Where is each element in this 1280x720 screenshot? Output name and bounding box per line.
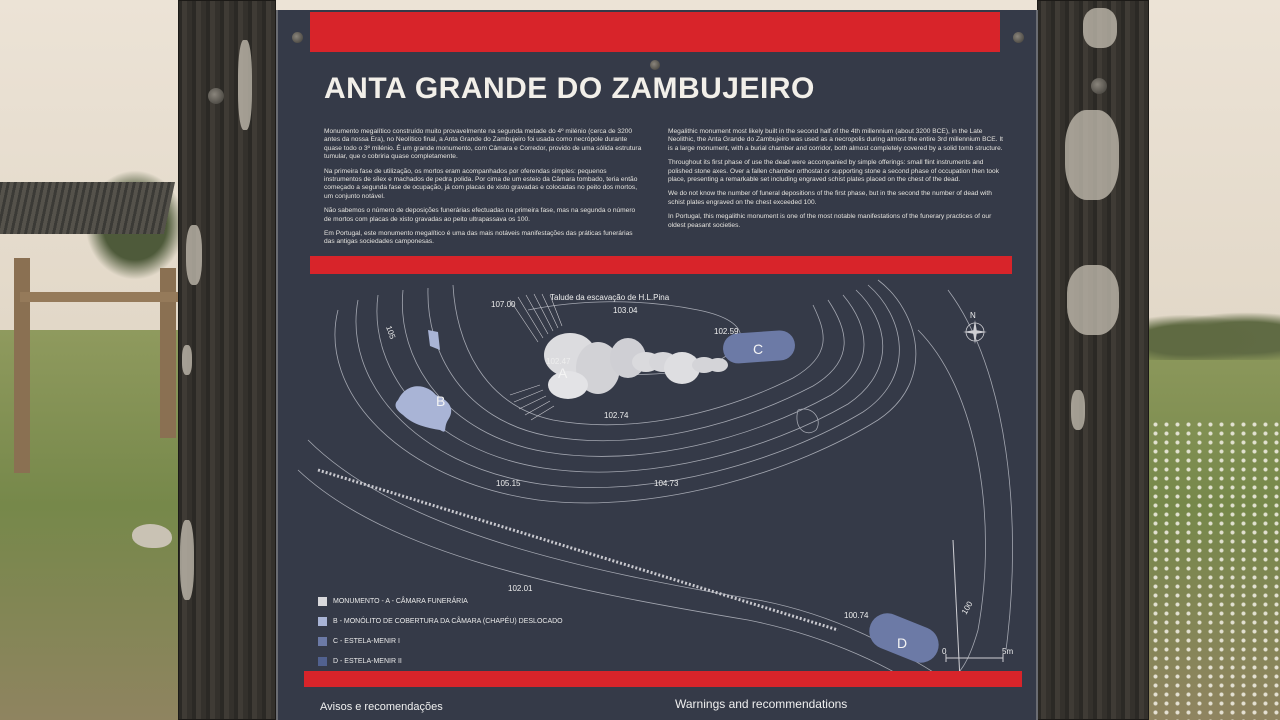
right-wooden-post	[1037, 0, 1149, 720]
legend-item	[318, 593, 563, 609]
elevation-label: 105.15	[496, 479, 521, 488]
legend-swatch	[318, 597, 327, 606]
legend-item	[318, 633, 563, 649]
english-text	[668, 128, 1003, 236]
screw	[650, 60, 660, 70]
legend-item	[318, 653, 563, 669]
wildflowers	[1150, 420, 1280, 720]
portuguese-text	[324, 128, 642, 253]
paragraph-pt: Na primeira fase de utilização, os mortos eram acompanhados por oferendas simples: pequenos instrumentos de sílex e machados de pedra polida. Por cima de um esteio da Câmara tombado, teria então começado a segunda fase de ocupação, já com placas de xisto gravadas e colocadas no peito dos mortos, um conjunto notável.	[324, 167, 638, 200]
scale-start: 0	[942, 647, 947, 656]
elevation-label: 107.00	[491, 300, 516, 309]
legend-label: D - ESTELA-MENIR II	[333, 657, 402, 665]
legend-label: B - MONÓLITO DE COBERTURA DA CÂMARA (CHAPÉU) DESLOCADO	[333, 617, 563, 625]
marker-b: B	[436, 393, 446, 409]
warnings-heading-en: Warnings and recommendations	[675, 697, 848, 711]
distant-trees	[1145, 310, 1280, 360]
paragraph-en: In Portugal, this megalithic monument is one of the most notable manifestations of the funerary practices of our oldest peasant societies.	[668, 213, 992, 229]
elevation-label: 102.01	[508, 584, 533, 593]
chamber-a	[544, 333, 728, 399]
paragraph-pt: Monumento megalítico construído muito provavelmente na segunda metade do 4º milénio (cerca de 3200 antes da nossa Era), no Neolítico final, a Anta Grande do Zambujeiro foi usada como necrópole durante quase todo o 3º milénio. É um grande monumento, com Câmara e Corredor, provido de uma sólida estrutura tumular, que o cobriria quase completamente.	[324, 128, 642, 161]
elevation-label: 102.47	[546, 357, 571, 366]
scale-bar	[942, 647, 1013, 662]
compass-rose-icon	[963, 311, 987, 344]
legend-swatch	[318, 617, 327, 626]
top-red-band	[310, 12, 1000, 52]
elevation-label: 105	[384, 324, 398, 341]
bottom-red-band	[304, 671, 1022, 687]
left-wooden-post	[178, 0, 276, 720]
paragraph-pt: Em Portugal, este monumento megalítico é uma das mais notáveis manifestações das práticas funerárias das antigas sociedades camponesas.	[324, 230, 633, 246]
marker-c: C	[753, 341, 764, 357]
screw	[1013, 32, 1024, 43]
map-legend	[318, 593, 563, 673]
compass-north: N	[970, 311, 976, 320]
legend-label: C - ESTELA-MENIR I	[333, 637, 400, 645]
monolith-b	[396, 330, 452, 432]
elevation-label: 102.59	[714, 327, 739, 336]
marker-d: D	[897, 635, 908, 651]
legend-swatch	[318, 657, 327, 666]
legend-label: MONUMENTO - A - CÂMARA FUNERÁRIA	[333, 597, 468, 605]
rock	[132, 524, 172, 548]
fence-post	[14, 258, 30, 473]
information-sign	[276, 10, 1038, 720]
shelter-roof	[0, 182, 175, 234]
paragraph-en: Megalithic monument most likely built in the second half of the 4th millennium (about 3200 BCE), in the Late Neolithic, the Anta Grande do Zambujeiro was used as a necropolis during almost the entire 3rd millennium BCE. It is a large monument, with a burial chamber and corridor, both almost completely covered by a solid tomb structure.	[668, 128, 1003, 152]
excavation-label: Talude da escavação de H.L.Pina	[550, 293, 670, 302]
elevation-label: 100.74	[844, 611, 869, 620]
paragraph-pt: Não sabemos o número de deposições funerárias efectuadas na primeira fase, mas na segunda o número de mortos com placas de xisto gravadas ao peito ultrapassava os 100.	[324, 207, 636, 223]
marker-a: A	[558, 365, 568, 381]
elevation-label: 104.73	[654, 479, 679, 488]
legend-swatch	[318, 637, 327, 646]
elevation-label: 100	[959, 599, 975, 616]
elevation-label: 102.74	[604, 411, 629, 420]
elevation-label: 103.04	[613, 306, 638, 315]
fence-rail	[20, 292, 180, 302]
paragraph-en: Throughout its first phase of use the dead were accompanied by simple offerings: small flint instruments and polished stone axes. Over a fallen chamber orthostat or supporting stone a second phase of occupation then took place, presenting a remarkable set including engraved schist plates placed on the chest of the dead.	[668, 159, 999, 184]
paragraph-en: We do not know the number of funeral depositions of the first phase, but in the second the number of dead with schist plates engraved on the chest exceeded 100.	[668, 190, 992, 206]
sign-title: ANTA GRANDE DO ZAMBUJEIRO	[324, 72, 815, 105]
warnings-heading-pt: Avisos e recomendações	[320, 701, 443, 713]
scale-end: 5m	[1002, 647, 1014, 656]
legend-item	[318, 613, 563, 629]
screw	[292, 32, 303, 43]
